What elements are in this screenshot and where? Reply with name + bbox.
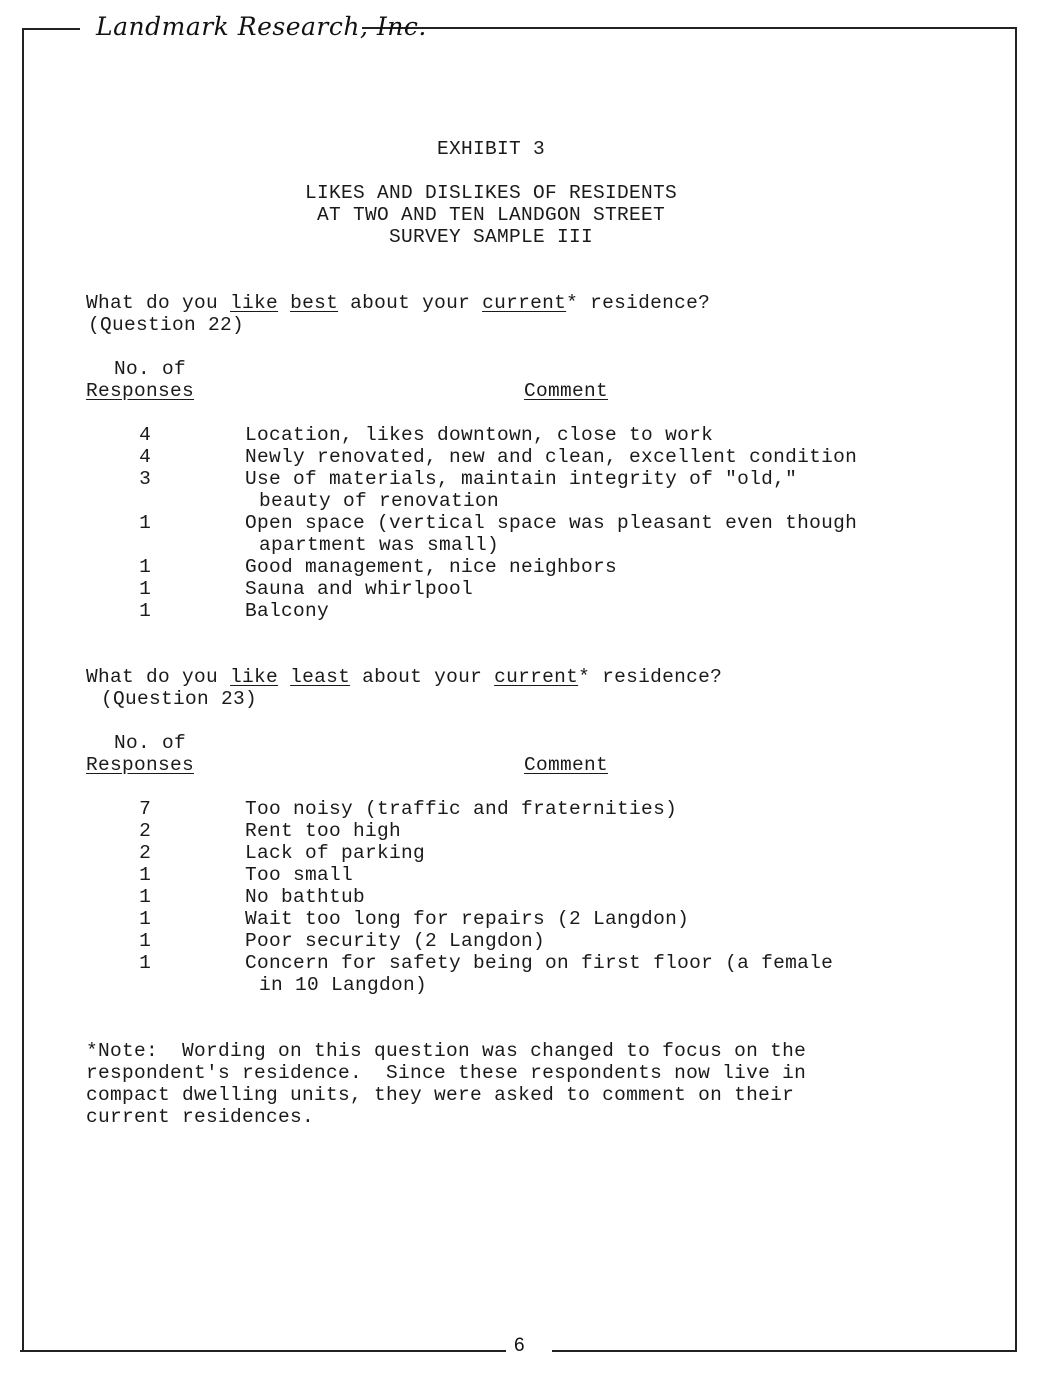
page-number: 6 [514,1335,525,1356]
title-line-1: LIKES AND DISLIKES OF RESIDENTS [304,182,678,204]
table-row [0,842,1000,864]
table-row [0,446,1000,468]
frame-top-left [22,28,80,30]
letterhead-logo: Landmark Research, Inc. [96,12,427,41]
table-row [0,952,1000,996]
response-comment: Balcony [245,600,330,622]
response-comment: Wait too long for repairs (2 Langdon) [245,908,690,930]
response-comment: Poor security (2 Langdon) [245,930,546,952]
response-comment: Good management, nice neighbors [245,556,618,578]
response-count: 1 [139,556,151,578]
note-line-1: *Note: Wording on this question was changed to focus on the [86,1040,807,1062]
response-count: 1 [139,952,151,974]
response-comment: Too small [245,864,354,886]
response-comment: Location, likes downtown, close to work [245,424,714,446]
response-comment: Too noisy (traffic and fraternities) [245,798,678,820]
response-comment: Sauna and whirlpool [245,578,474,600]
response-comment: Use of materials, maintain integrity of "old," [245,468,798,490]
frame-right [1015,27,1017,1352]
table-row [0,512,1000,556]
q2-header-responses: Responses [86,754,195,776]
question-22-text: What do you like best about your current* residence? [86,292,711,314]
response-count: 1 [139,578,151,600]
table-row [0,886,1000,908]
question-23-number: (Question 23) [101,688,258,710]
question-23-text: What do you like least about your current* residence? [86,666,723,688]
question-22-number: (Question 22) [88,314,245,336]
response-count: 2 [139,842,151,864]
table-row [0,578,1000,600]
q2-header-comment: Comment [524,754,609,776]
response-count: 1 [139,930,151,952]
exhibit-label: EXHIBIT 3 [436,138,546,160]
table-row [0,424,1000,446]
response-count: 1 [139,600,151,622]
table-row [0,820,1000,842]
table-row [0,600,1000,622]
response-comment: Open space (vertical space was pleasant even though [245,512,858,534]
response-count: 2 [139,820,151,842]
table-row [0,930,1000,952]
response-comment: Concern for safety being on first floor (a female [245,952,834,974]
response-comment: No bathtub [245,886,366,908]
table-row [0,468,1000,512]
frame-bottom-left [20,1350,506,1352]
q2-header-no-of: No. of [114,732,187,754]
response-count: 7 [139,798,151,820]
response-count: 1 [139,908,151,930]
response-comment: Lack of parking [245,842,426,864]
q1-header-responses: Responses [86,380,195,402]
table-row [0,556,1000,578]
note-line-4: current residences. [86,1106,315,1128]
note-line-3: compact dwelling units, they were asked to comment on their [86,1084,795,1106]
response-comment-continued: beauty of renovation [259,490,500,512]
title-line-2: AT TWO AND TEN LANDGON STREET [316,204,666,226]
table-row [0,908,1000,930]
title-line-3: SURVEY SAMPLE III [388,226,594,248]
response-comment-continued: in 10 Langdon) [259,974,428,996]
q1-header-no-of: No. of [114,358,187,380]
response-count: 1 [139,886,151,908]
response-comment: Rent too high [245,820,402,842]
note-line-2: respondent's residence. Since these respondents now live in [86,1062,807,1084]
response-count: 1 [139,864,151,886]
frame-top-right [362,27,1017,29]
table-row [0,864,1000,886]
response-count: 4 [139,446,151,468]
response-comment: Newly renovated, new and clean, excellent condition [245,446,858,468]
table-row [0,798,1000,820]
response-comment-continued: apartment was small) [259,534,500,556]
response-count: 1 [139,512,151,534]
q1-header-comment: Comment [524,380,609,402]
frame-bottom-right [552,1350,1017,1352]
response-count: 3 [139,468,151,490]
response-count: 4 [139,424,151,446]
